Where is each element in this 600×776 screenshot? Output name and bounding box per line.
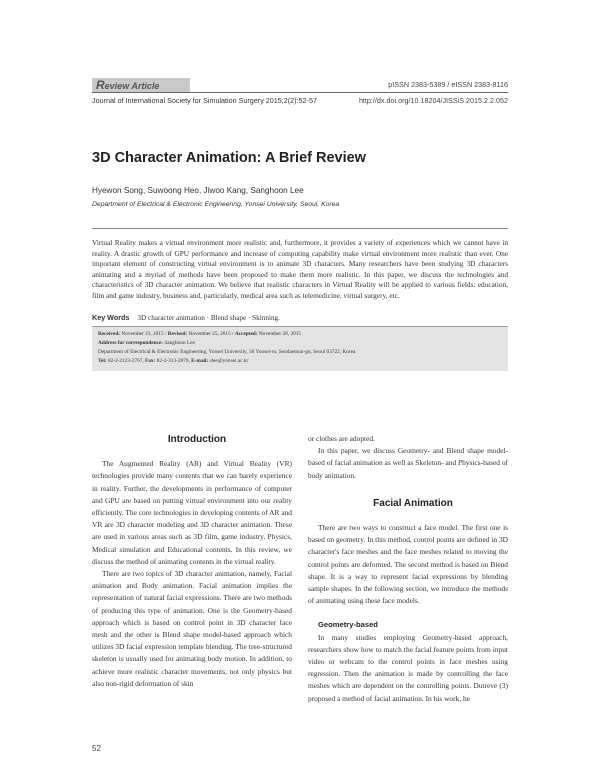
paper-title: 3D Character Animation: A Brief Review (92, 150, 366, 166)
intro-paragraph-2: There are two topics of 3D character animation, namely, Facial animation and Body animation. Facial animation implies the representation of natural facial expressions. There are two methods of producing this type of animation. One is the Geometry-based approach which is based on control point in 3D character face mesh and the other is Blend shape model-based approach which utilizes 3D facial expression template blending. The tree-structured skeleton is usually used for animating body motion. In addition, to achieve more realistic character movements, not only physics but also non-rigid deformation of skin (92, 569, 292, 688)
affiliation: Department of Electrical & Electronic Engineering, Yonsei University, Seoul, Korea (92, 201, 340, 208)
geometry-based-heading: Geometry-based (318, 620, 378, 630)
introduction-heading: Introduction (167, 434, 227, 445)
facial-paragraph: There are two ways to construct a face model. The first one is based on geometry. In this method, control points are defined in 3D character's face meshes and the face meshes related to moving the control points are deformed. The second method is based on Blend shape. It is a way to represent facial expressions by blending sample shapes. In the following section, we introduce the methods of animating using these face models. (308, 523, 508, 606)
correspondence-address: Department of Electrical & Electronic Engineering, Yonsei University, 50 Yonsei-ro, Seodaemun-gu, Seoul 03722, Korea (98, 349, 356, 355)
keywords (92, 313, 280, 322)
doi-link[interactable]: http://dx.doi.org/10.18204/JISSiS.2015.2.2.052 (358, 96, 508, 105)
header-rule (92, 92, 508, 93)
article-type-label: Review Article (96, 78, 160, 92)
authors: Hyewon Song, Suwoong Heo, Jiwoo Kang, Sanghoon Lee (92, 186, 304, 195)
email-link[interactable]: slee@yonsei.ac.kr (209, 358, 249, 364)
facial-animation-heading: Facial Animation (373, 497, 453, 509)
abstract-rule (92, 228, 508, 229)
keywords-label: Key Words (92, 313, 130, 322)
abstract: Virtual Reality makes a virtual environment more realistic and, furthermore, it provides a variety of experiences which we cannot have in reality. A drastic growth of GPU performance and increase of computing capability make virtual environment more realistic than ever. One important element of constructing virtual environment is to animate 3D characters. Many researchers have been studying 3D characters animating and a myriad of methods have been proposed to make them more realistic. In this paper, we discuss the technologies and characteristics of 3D character animation. We believe that realistic characters in Virtual Reality will be applied to various fields: education, film and game industry, business and, particularly, medical area such as telemedicine, virtual surgery, etc. (92, 238, 508, 300)
geometry-paragraph: In many studies employing Geometry-based approach, researchers show how to match the facial feature points from input video or webcam to the control points in face meshes using regression. Then the animation is made by controlling the face meshes which are dependent on the controlling points. Dutreve (3) proposed a method of facial animation. In his work, he (308, 632, 508, 703)
left-column (92, 434, 292, 690)
journal-name: Journal of International Society for Simulation Surgery 2015;2(2):52-57 (92, 96, 317, 105)
keywords-value: 3D character animation · Blend shape · Skinning. (137, 314, 280, 322)
issn: pISSN 2383-5389 / eISSN 2383-8116 (388, 80, 508, 89)
page-number: 52 (92, 744, 101, 753)
right-paragraph-1: In this paper, we discuss Geometry- and Blend shape model-based of facial animation as well as Skeleton- and Physics-based of body animation. (308, 446, 508, 480)
right-column (308, 433, 508, 705)
right-paragraph-0: or clothes are adopted. (308, 434, 375, 443)
correspondence-line: Address for correspondence: Sanghoon Lee (98, 340, 195, 346)
article-info-box (92, 326, 508, 371)
contact-line: Tel: 82-2-2123-2767, Fax: 82-2-313-2879, E-mail: slee@yonsei.ac.kr (98, 358, 249, 364)
dates-line: Received: November 23, 2015 / Revised: November 25, 2015 / Accepted: November 28, 2015 (98, 331, 302, 337)
intro-paragraph-1: The Augmented Reality (AR) and Virtual Reality (VR) technologies provide many contents that we can barely experience in reality. Further, the developments in performance of computer and GPU are based on putting virtual environment into our reality efficiently. The core technologies in developing contents of AR and VR are 3D character modeling and 3D character animation. These are used in various areas such as 3D film, game industry, Physics, Medical simulation and Educational contents. In this review, we discuss the method of animating contents in the virtual reality. (92, 459, 292, 566)
